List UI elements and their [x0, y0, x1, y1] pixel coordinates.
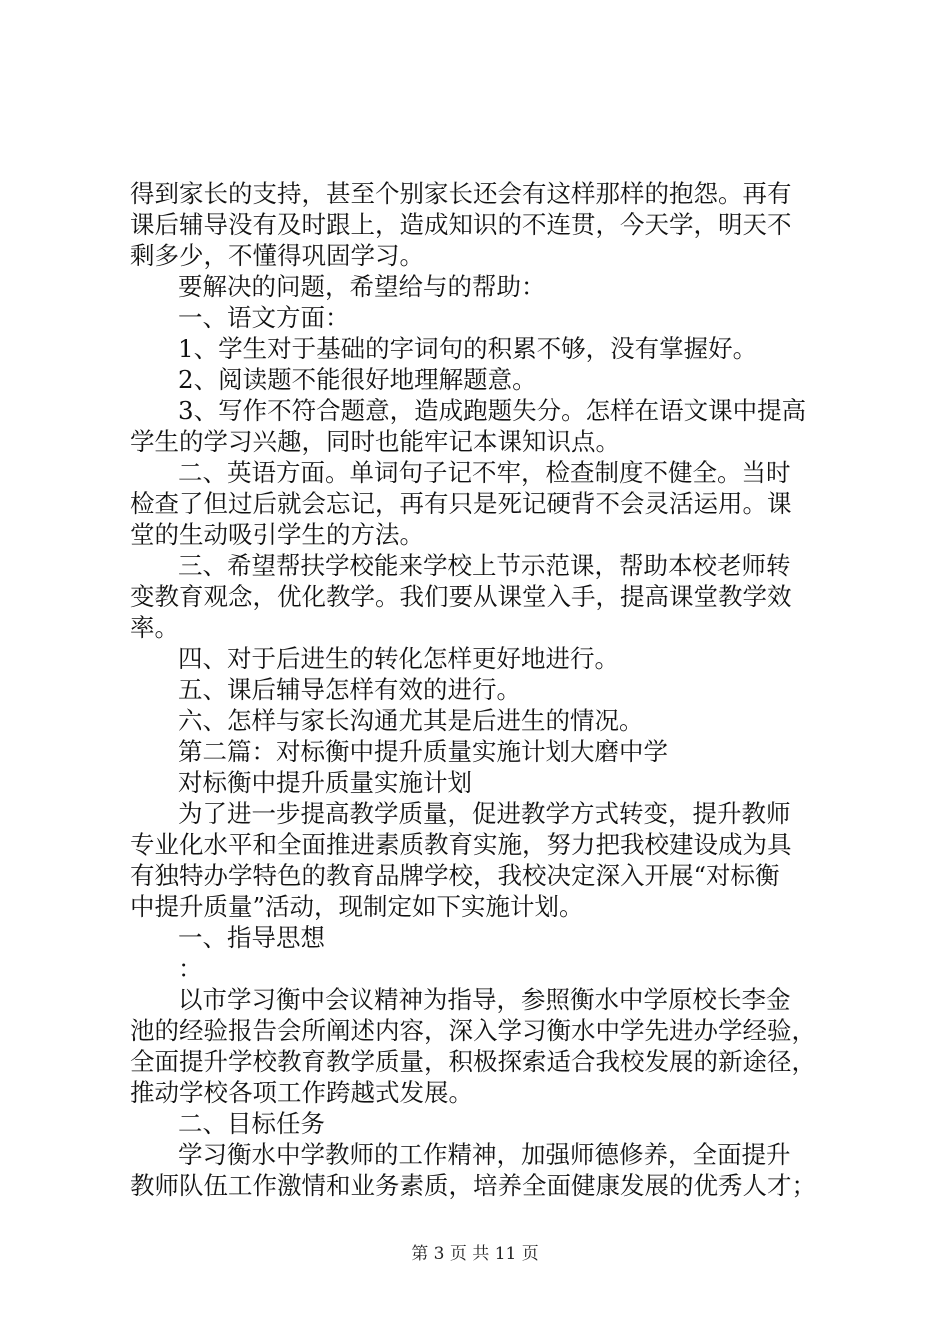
section-heading: 一、指导思想 [178, 923, 325, 952]
text-line: 中提升质量”活动，现制定如下实施计划。 [130, 892, 584, 921]
section-heading: 第二篇：对标衡中提升质量实施计划大磨中学 [178, 737, 668, 766]
text-line: 要解决的问题，希望给与的帮助： [178, 272, 546, 301]
text-line: 检查了但过后就会忘记，再有只是死记硬背不会灵活运用。课 [130, 489, 792, 518]
text-line: 3、写作不符合题意，造成跑题失分。怎样在语文课中提高 [178, 396, 807, 425]
page-number-label: 第 3 页 共 11 页 [411, 1244, 539, 1264]
text-line: 以市学习衡中会议精神为指导，参照衡水中学原校长李金 [178, 985, 791, 1014]
text-line: 一、语文方面： [178, 303, 350, 332]
text-line: 池的经验报告会所阐述内容，深入学习衡水中学先进办学经验， [130, 1016, 816, 1045]
text-line: 为了进一步提高教学质量，促进教学方式转变，提升教师 [178, 799, 791, 828]
text-line: 率。 [130, 613, 179, 642]
text-line: ： [178, 954, 203, 983]
text-line: 二、英语方面。单词句子记不牢，检查制度不健全。当时 [178, 458, 791, 487]
text-line: 六、怎样与家长沟通尤其是后进生的情况。 [178, 706, 644, 735]
page-footer [0, 1243, 950, 1265]
text-line: 2、阅读题不能很好地理解题意。 [178, 365, 537, 394]
text-line: 学习衡水中学教师的工作精神，加强师德修养，全面提升 [178, 1140, 791, 1169]
text-line: 学生的学习兴趣，同时也能牢记本课知识点。 [130, 427, 620, 456]
text-line: 课后辅导没有及时跟上，造成知识的不连贯，今天学，明天不 [130, 210, 792, 239]
text-line: 五、课后辅导怎样有效的进行。 [178, 675, 521, 704]
text-line: 得到家长的支持，甚至个别家长还会有这样那样的抱怨。再有 [130, 179, 792, 208]
text-line: 推动学校各项工作跨越式发展。 [130, 1078, 473, 1107]
section-heading: 二、目标任务 [178, 1109, 325, 1138]
text-line: 专业化水平和全面推进素质教育实施，努力把我校建设成为具 [130, 830, 792, 859]
text-line: 三、希望帮扶学校能来学校上节示范课，帮助本校老师转 [178, 551, 791, 580]
text-line: 四、对于后进生的转化怎样更好地进行。 [178, 644, 619, 673]
text-line: 全面提升学校教育教学质量，积极探索适合我校发展的新途径， [130, 1047, 816, 1076]
text-line: 堂的生动吸引学生的方法。 [130, 520, 424, 549]
text-line: 有独特办学特色的教育品牌学校，我校决定深入开展“对标衡 [130, 861, 780, 890]
text-line: 剩多少，不懂得巩固学习。 [130, 241, 424, 270]
document-title: 对标衡中提升质量实施计划 [178, 768, 472, 797]
text-line: 教师队伍工作激情和业务素质，培养全面健康发展的优秀人才； [130, 1171, 816, 1200]
text-line: 1、学生对于基础的字词句的积累不够，没有掌握好。 [178, 334, 758, 363]
text-line: 变教育观念，优化教学。我们要从课堂入手，提高课堂教学效 [130, 582, 792, 611]
